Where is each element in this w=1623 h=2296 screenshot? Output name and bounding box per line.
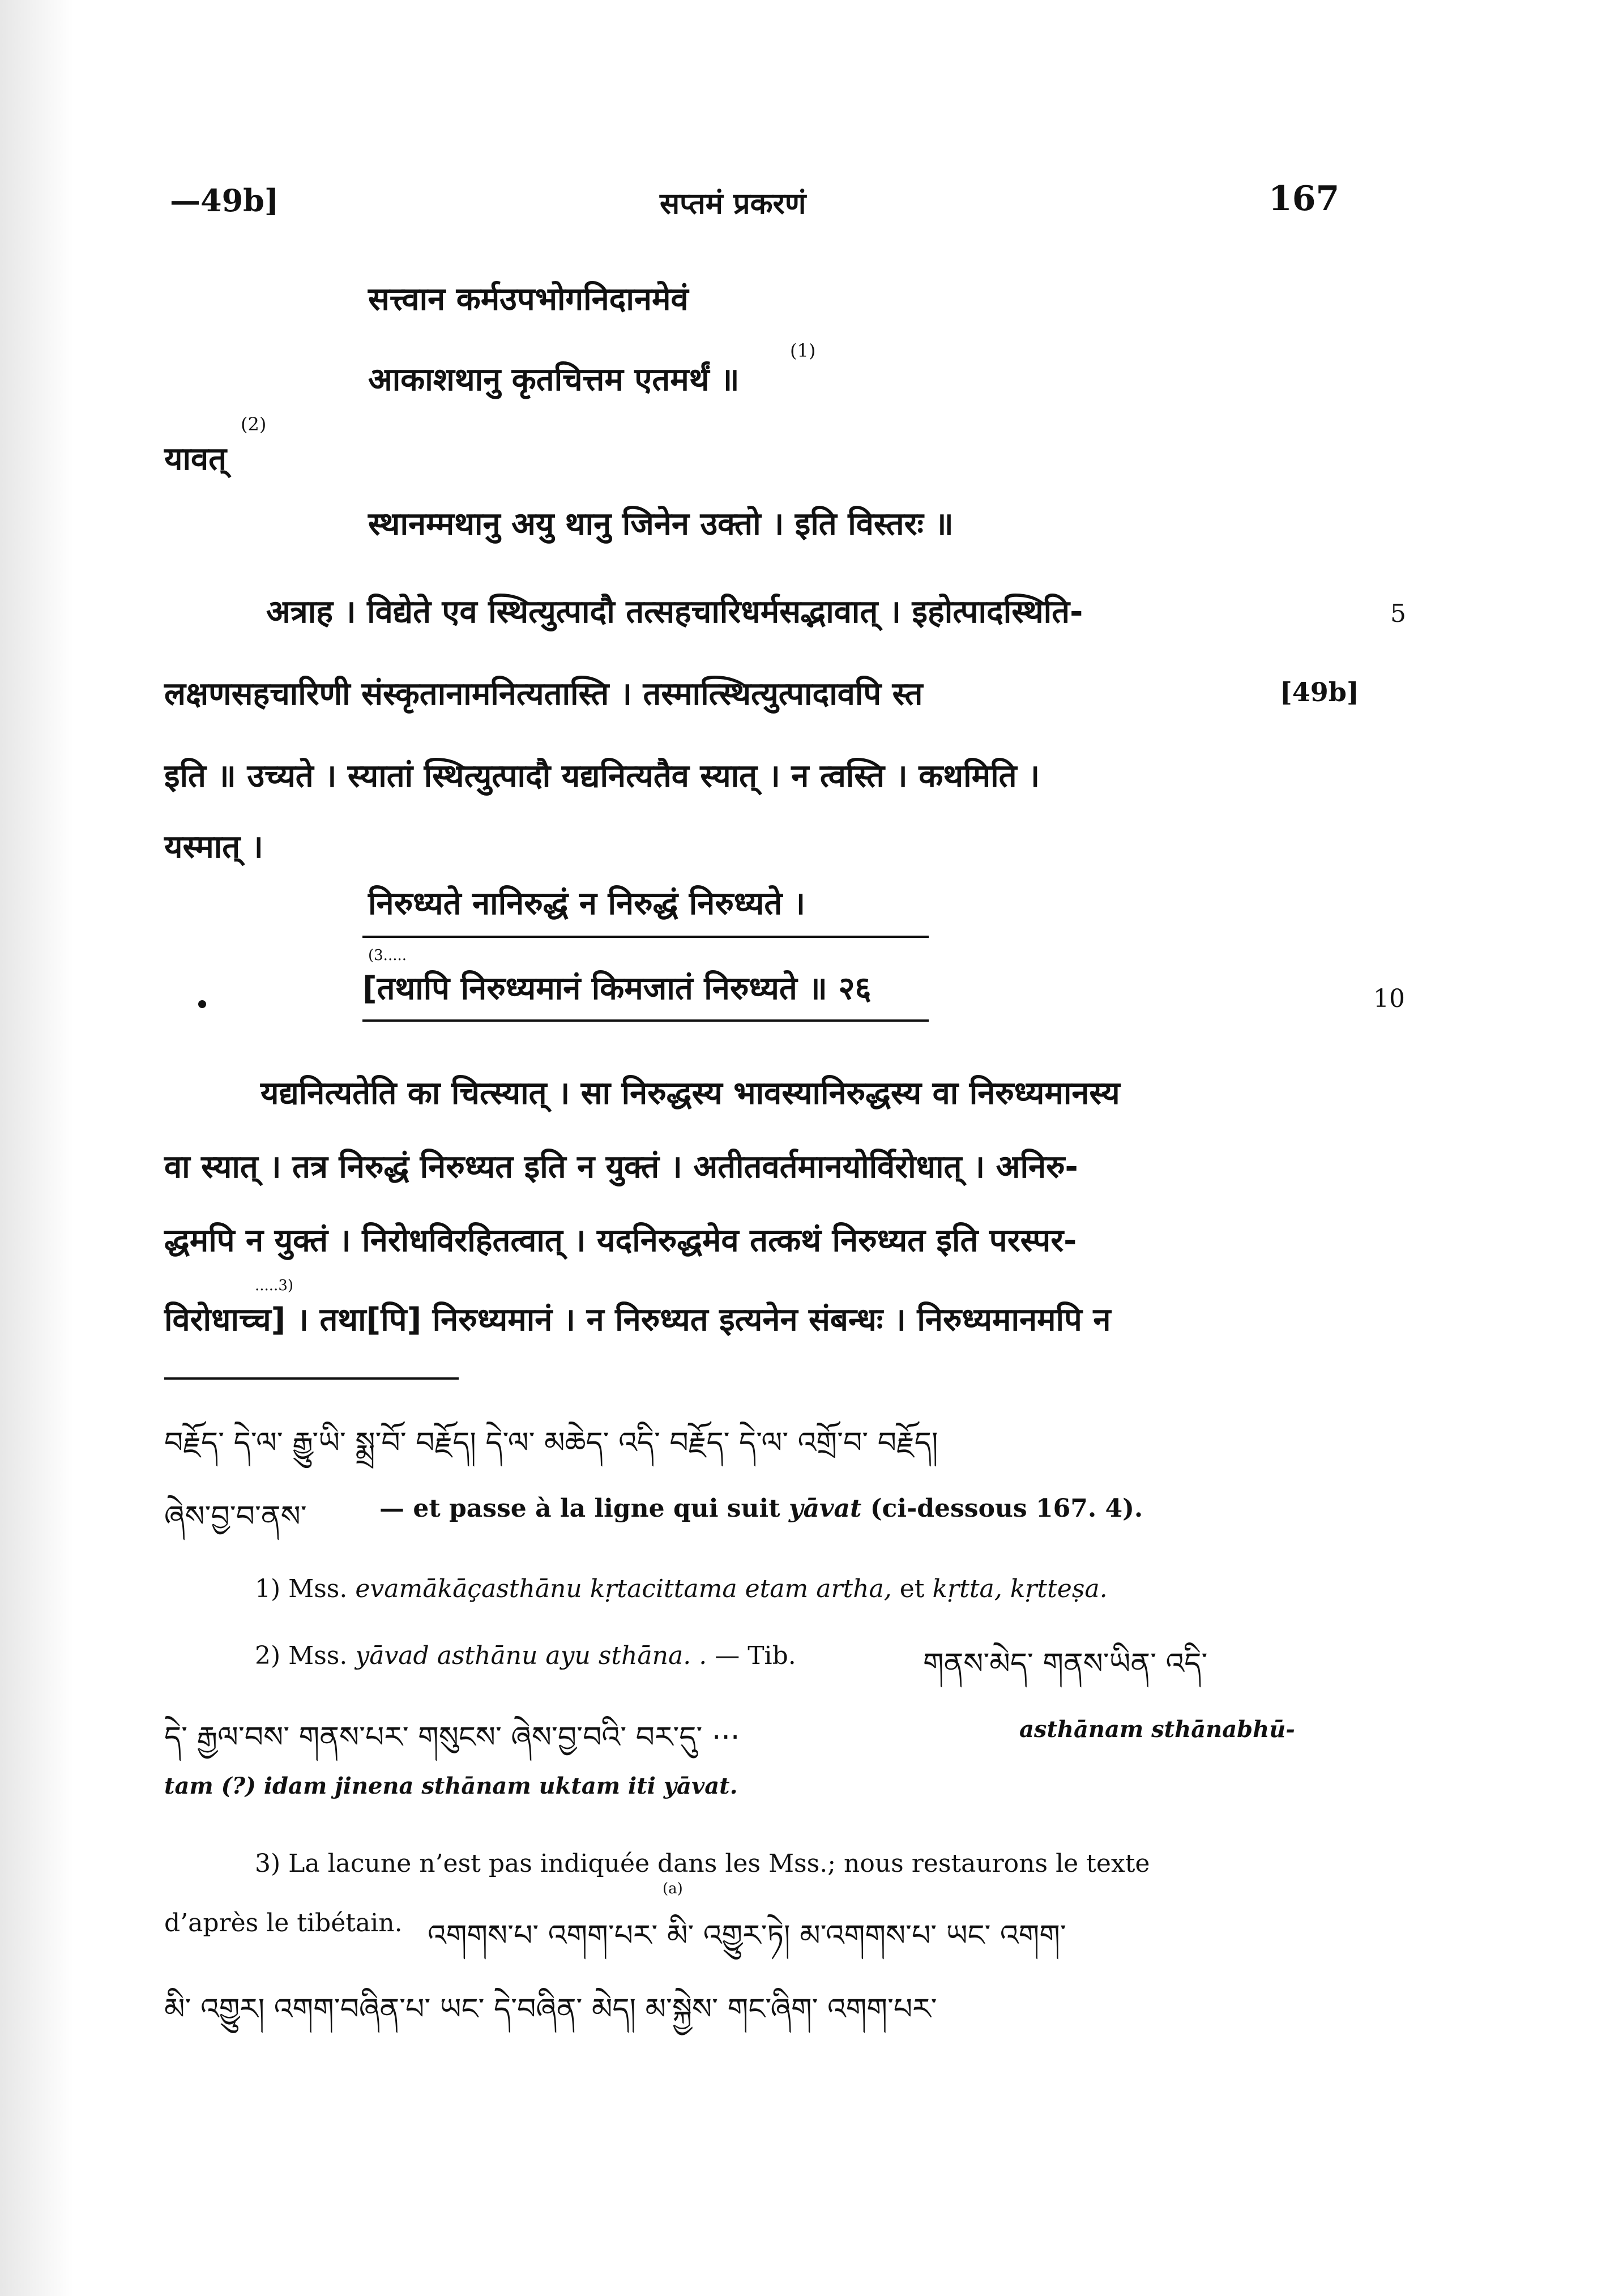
page-number: 167 [1268,179,1340,219]
fn-intro-tail-text: — et passe à la ligne qui suit [379,1494,780,1523]
verse26-underline-2 [362,1019,929,1022]
fn2-italic-end1: asthānam sthānabhū- [1019,1716,1295,1743]
fn1-italic2: kṛtta, kṛtteṣa. [932,1574,1108,1603]
fn3-note-a: (a) [663,1880,683,1897]
prose1-line1: अत्राह । विद्येते एव स्थित्युत्पादौ तत्सहचारिधर्मसद्भावात् । इहोत्पादस्थिति- [266,594,1083,630]
verse26-underline-1 [362,936,929,938]
prose1-line3: इति ॥ उच्यते । स्यातां स्थित्युत्पादौ यद्यनित्यतैव स्यात् । न त्वस्ति । कथमिति । [164,758,1040,795]
yavat-label: यावत् [164,441,227,477]
prose2-line4: विरोधाच्च] । तथा[पि] निरुध्यमानं । न निरुध्यत इत्यनेन संबन्धः । निरुध्यमानमपि न [164,1301,1111,1338]
fn3-tibetan-1: འགགས་པ་ འགག་པར་ མི་ འགྱུར་ཏེ། མ་འགགས་པ་ ཡང་ འགག་ [428,1919,1066,1953]
prose2-line1: यद्यनित्यतेति का चित्स्यात् । सा निरुद्धस्य भावस्यानिरुद्धस्य वा निरुध्यमानस्य [260,1075,1120,1112]
prose2-note-ref: .....3) [255,1277,294,1294]
header-title: सप्तमं प्रकरणं [660,187,806,221]
verse2-line1: स्थानम्मथानु अयु थानु जिनेन उक्तो । इति विस्तरः ॥ [368,506,954,543]
line-number-5: 5 [1390,599,1406,628]
verse26-line2: [तथापि निरुध्यमानं किमजातं निरुध्यते ॥ २६ [362,970,872,1007]
footnote-1 [255,1574,1108,1603]
prose2-line2: वा स्यात् । तत्र निरुद्धं निरुध्यत इति न युक्तं । अतीतवर्तमानयोर्विरोधात् । अनिरु- [164,1149,1078,1185]
footnote-2-line1 [255,1641,796,1670]
line-number-10: 10 [1373,984,1405,1013]
fn2-italic-end2: tam (?) idam jinena sthānam uktam iti yāvat. [164,1773,738,1799]
verse26-note-ref: (3..... [368,947,407,964]
fn3-line2-prefix: d’après le tibétain. [164,1909,403,1937]
verse1-line2: आकाशथानु कृतचित्तम एतमर्थं ॥ [368,361,740,398]
margin-dot [198,1000,206,1008]
fn2-mid: — Tib. [715,1641,796,1670]
yavat-note-ref: (2) [241,413,267,435]
verse1-line1: सत्त्वान कर्मउपभोगनिदानमेवं [368,281,689,318]
verse26-line1: निरुध्यते नानिरुद्धं न निरुद्धं निरुध्यते । [368,885,806,922]
prose2-line3: द्धमपि न युक्तं । निरोधविरहितत्वात् । यदनिरुद्धमेव तत्कथं निरुध्यत इति परस्पर- [164,1222,1077,1259]
folio-ref: [49b] [1280,677,1359,707]
fn1-prefix: 1) Mss. [255,1574,348,1603]
prose1-line4: यस्मात् । [164,829,263,865]
fn2-tibetan-1: གནས་མེད་ གནས་ཡིན་ འདི་ [923,1647,1208,1681]
fn2-italic: yāvad asthānu ayu sthāna. . [355,1641,707,1670]
fn1-mid: et [899,1574,925,1603]
verse1-note-ref: (1) [790,340,816,361]
fn-intro-tail-end: (ci-dessous 167. 4). [870,1494,1143,1523]
fn3-tibetan-2: མི་ འགྱུར། འགག་བཞིན་པ་ ཡང་ དེ་བཞིན་ མེད། མ་སྐྱེས་ གང་ཞིག་ འགག་པར་ [164,1992,937,2026]
page-edge-shadow [0,0,74,2296]
fn-intro-tibetan-line2: ཞེས་བྱ་བ་ནས་ [164,1500,307,1534]
prose1-line2: लक्षणसहचारिणी संस्कृतानामनित्यतास्ति । तस्मात्स्थित्युत्पादावपि स्त [164,676,923,712]
fn2-tibetan-2: དེ་ རྒྱལ་བས་ གནས་པར་ གསུངས་ ཞེས་བྱ་བའི་ བར་དུ་ ··· [164,1721,740,1755]
footnote-separator [164,1377,459,1380]
header-left: —49b] [170,182,279,219]
fn2-prefix: 2) Mss. [255,1641,348,1670]
fn-intro-tail [379,1494,1143,1523]
fn1-italic: evamākāçasthānu kṛtacittama etam artha, [355,1574,892,1603]
fn-intro-tibetan-line1: བརྗོད་ དེ་ལ་ རྒྱུ་ཡི་ སྨྲ་བོ་ བརྗོད། དེ་ལ་ མཆེད་ འདི་ བརྗོད་ དེ་ལ་ འགྲོ་བ་ བརྗོད། [164,1426,938,1460]
footnote-3-line1: 3) La lacune n’est pas indiquée dans les Mss.; nous restaurons le texte [255,1849,1150,1878]
fn-intro-tail-italic: yāvat [788,1494,862,1523]
